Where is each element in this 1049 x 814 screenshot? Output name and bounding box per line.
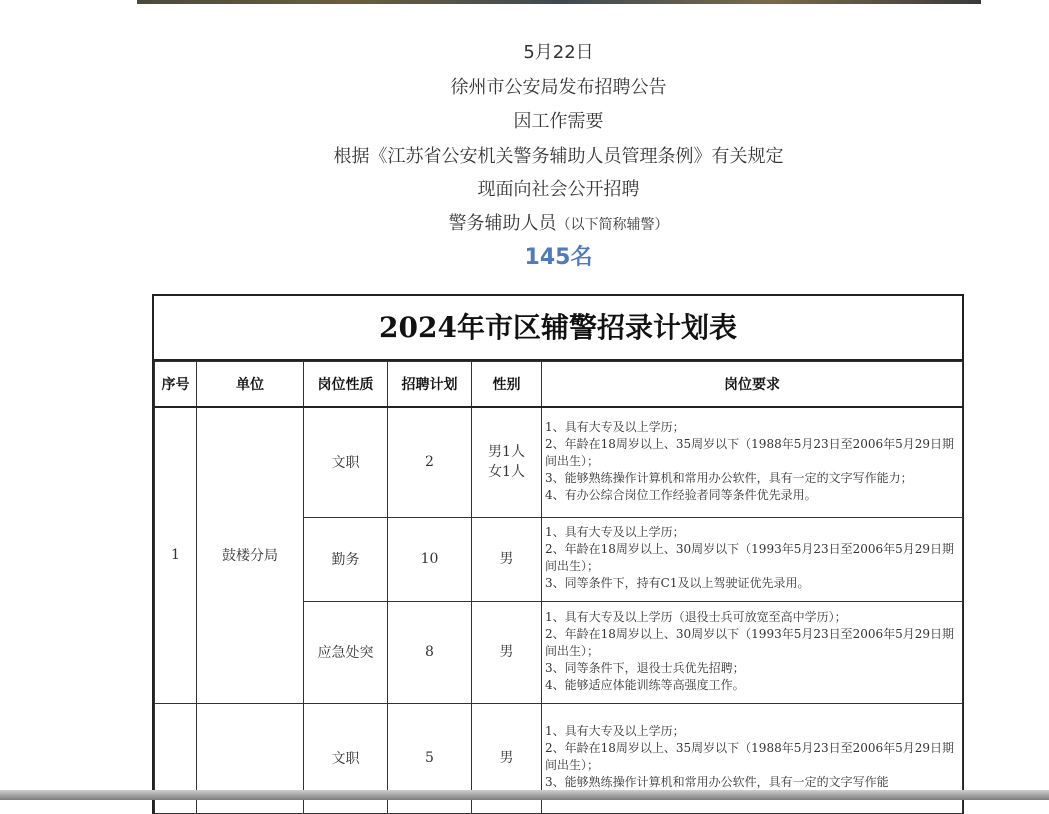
- top-banner-image: [137, 0, 981, 4]
- requirement-item: 3、能够熟练操作计算机和常用办公软件，具有一定的文字写作能: [545, 775, 889, 789]
- requirement-item: 2、年龄在18周岁以上、35周岁以下（1988年5月23日至2006年5月29日期间出生）；: [545, 741, 955, 772]
- requirement-item: 4、有办公综合岗位工作经验者同等条件优先录用。: [545, 487, 817, 502]
- header-unit: 单位: [197, 362, 304, 408]
- gender-male: 男: [499, 551, 514, 567]
- requirement-item: 3、能够熟练操作计算机和常用办公软件，具有一定的文字写作能力；: [545, 470, 913, 485]
- header-gender: 性别: [472, 362, 542, 408]
- recruitment-plan-table: [152, 294, 964, 814]
- position-text: 警务辅助人员: [448, 213, 557, 234]
- row-gender: [472, 601, 542, 703]
- gender-male: 男: [499, 644, 514, 660]
- table-row: [155, 407, 963, 517]
- row-post-type: 文职: [304, 407, 388, 517]
- gender-female: 女1人: [488, 464, 525, 481]
- row-post-type: 文职: [304, 703, 388, 813]
- action-line: 现面向社会公开招聘: [477, 179, 640, 200]
- row-requirements: [542, 517, 963, 601]
- row-requirements: [542, 407, 963, 517]
- position-line: [0, 209, 1049, 235]
- requirement-item: 3、同等条件下，退役士兵优先招聘；: [545, 660, 745, 675]
- requirement-item: 4、能够适应体能训练等高强度工作。: [545, 677, 745, 692]
- row-gender: [472, 517, 542, 601]
- header-plan: 招聘计划: [388, 362, 472, 408]
- plan-table: [154, 361, 963, 814]
- row-unit: 鼓楼分局: [197, 407, 304, 703]
- row-post-type: 应急处突: [304, 601, 388, 703]
- requirement-item: 2、年龄在18周岁以上、35周岁以下（1988年5月23日至2006年5月29日期间出生）；: [545, 436, 955, 468]
- row-plan: 5: [388, 703, 472, 813]
- row-post-type: 勤务: [304, 517, 388, 601]
- position-note: （以下简称辅警）: [556, 217, 669, 233]
- headline-line: 徐州市公安局发布招聘公告: [450, 77, 667, 98]
- row-gender: [472, 407, 542, 517]
- reason-line: 因工作需要: [513, 111, 604, 132]
- row-plan: 8: [388, 601, 472, 703]
- basis-line: 根据《江苏省公安机关警务辅助人员管理条例》有关规定: [333, 146, 784, 167]
- total-count: 145名: [524, 245, 593, 270]
- row-requirements: [542, 601, 963, 703]
- row-plan: 2: [388, 407, 472, 517]
- header-requirements: 岗位要求: [542, 362, 963, 408]
- gender-male: 男: [499, 750, 514, 766]
- requirement-item: 2、年龄在18周岁以上、30周岁以下（1993年5月23日至2006年5月29日期间出生）；: [545, 626, 955, 658]
- row-index: 1: [155, 407, 197, 703]
- date-line: 5月22日: [523, 42, 594, 63]
- requirement-item: 1、具有大专及以上学历；: [545, 724, 685, 738]
- requirement-item: 1、具有大专及以上学历（退役士兵可放宽至高中学历）；: [545, 609, 847, 624]
- table-header-row: [155, 362, 963, 408]
- header-post-type: 岗位性质: [304, 362, 388, 408]
- requirement-item: 3、同等条件下，持有C1及以上驾驶证优先录用。: [545, 576, 810, 590]
- header-index: 序号: [155, 362, 197, 408]
- table-title: 2024年市区辅警招录计划表: [154, 296, 962, 361]
- requirement-item: 1、具有大专及以上学历；: [545, 419, 685, 434]
- bottom-scrollbar[interactable]: [0, 790, 1049, 800]
- requirement-item: 2、年龄在18周岁以上、30周岁以下（1993年5月23日至2006年5月29日期间出生）；: [545, 542, 955, 573]
- requirement-item: 1、具有大专及以上学历；: [545, 525, 685, 539]
- row-plan: 10: [388, 517, 472, 601]
- gender-male: 男1人: [488, 444, 525, 461]
